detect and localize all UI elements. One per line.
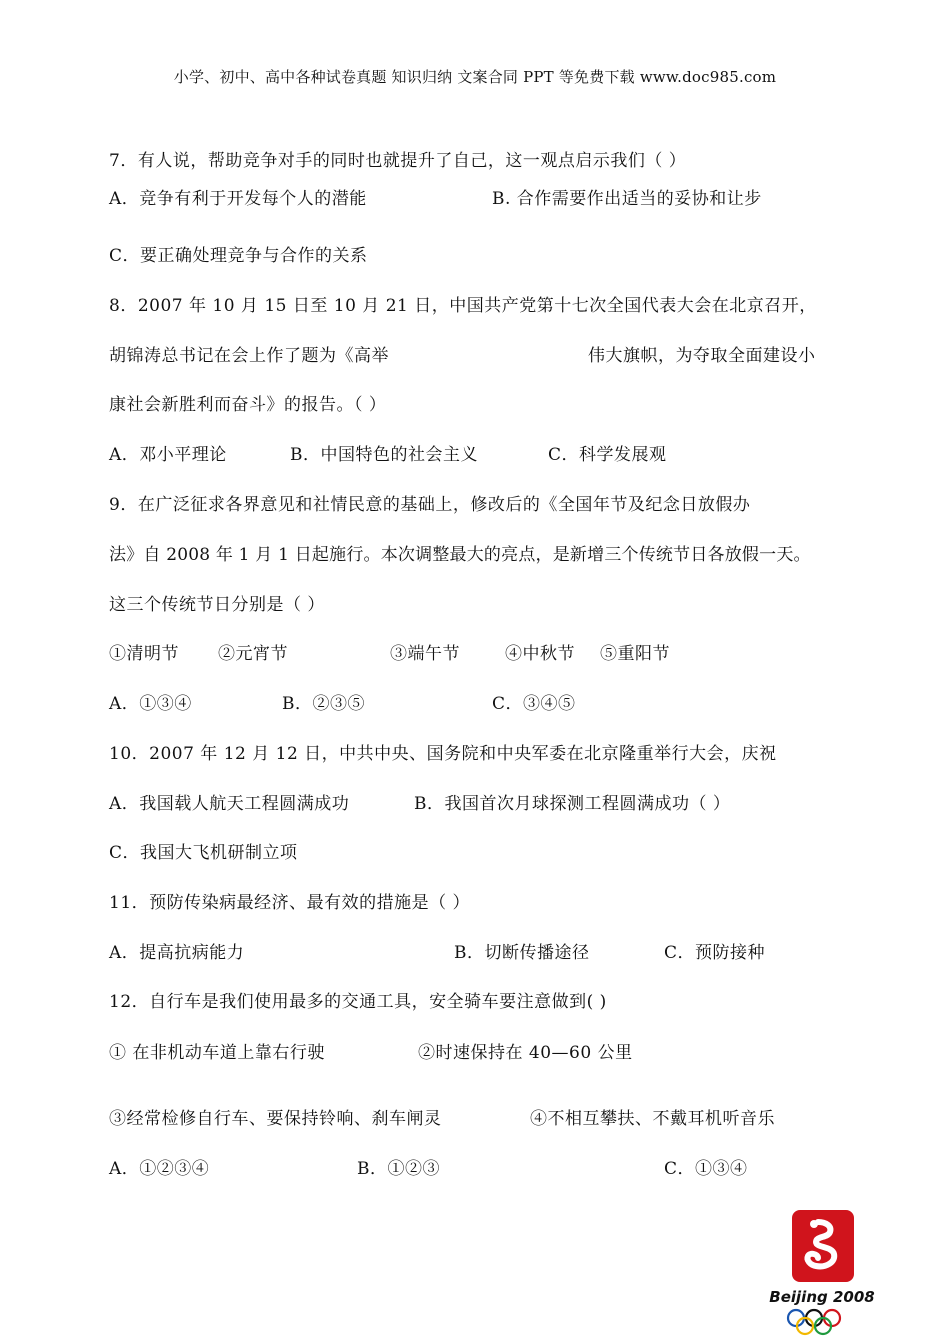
q12-choice-4: ④不相互攀扶、不戴耳机听音乐 <box>530 1109 775 1129</box>
q7-stem: 7．有人说，帮助竞争对手的同时也就提升了自己，这一观点启示我们（ ） <box>109 151 687 171</box>
q9-choice-2: ②元宵节 <box>218 644 288 664</box>
q9-option-b: B．②③⑤ <box>282 694 365 714</box>
q8-stem-line3: 康社会新胜利而奋斗》的报告。（ ） <box>109 395 387 415</box>
q9-stem-line1: 9．在广泛征求各界意见和社情民意的基础上，修改后的《全国年节及纪念日放假办 <box>109 495 751 515</box>
q9-option-c: C．③④⑤ <box>492 694 576 714</box>
q8-stem-line1: 8．2007 年 10 月 15 日至 10 月 21 日，中国共产党第十七次全国代表大会在北京召开， <box>109 296 817 316</box>
q9-choice-3: ③端午节 <box>390 644 460 664</box>
q8-stem-line2a: 胡锦涛总书记在会上作了题为《高举 <box>109 346 389 366</box>
q12-choice-3: ③经常检修自行车、要保持铃响、刹车闸灵 <box>109 1109 442 1129</box>
page-header: 小学、初中、高中各种试卷真题 知识归纳 文案合同 PPT 等免费下载 www.doc985.com <box>173 68 777 86</box>
q8-option-c: C．科学发展观 <box>548 445 667 465</box>
q11-option-a: A．提高抗病能力 <box>109 943 245 963</box>
q8-option-a: A．邓小平理论 <box>109 445 227 465</box>
q12-option-c: C．①③④ <box>664 1159 748 1179</box>
q12-option-b: B．①②③ <box>357 1159 440 1179</box>
q10-option-a: A．我国载人航天工程圆满成功 <box>109 794 350 814</box>
beijing-2008-logo <box>769 1206 875 1336</box>
q11-stem: 11．预防传染病最经济、最有效的措施是（ ） <box>109 893 471 913</box>
q9-choice-5: ⑤重阳节 <box>600 644 670 664</box>
q10-option-c: C．我国大飞机研制立项 <box>109 843 298 863</box>
q11-option-c: C．预防接种 <box>664 943 766 963</box>
q12-stem: 12．自行车是我们使用最多的交通工具，安全骑车要注意做到( ) <box>109 992 607 1012</box>
q12-choice-1: ① 在非机动车道上靠右行驶 <box>109 1043 325 1063</box>
q7-option-c: C．要正确处理竞争与合作的关系 <box>109 246 368 266</box>
logo-wordmark: Beijing 2008 <box>769 1288 875 1306</box>
q8-stem-line2b: 伟大旗帜，为夺取全面建设小 <box>588 346 816 366</box>
q9-choice-1: ①清明节 <box>109 644 179 664</box>
q8-option-b: B．中国特色的社会主义 <box>290 445 478 465</box>
q9-stem-line2: 法》自 2008 年 1 月 1 日起施行。本次调整最大的亮点，是新增三个传统节日各放假一天。 <box>109 545 811 565</box>
figure-head-icon <box>810 1220 818 1228</box>
beijing-2008-emblem-icon <box>769 1206 875 1336</box>
q9-option-a: A．①③④ <box>109 694 192 714</box>
q9-stem-line3: 这三个传统节日分别是（ ） <box>109 595 325 615</box>
q7-option-b: B. 合作需要作出适当的妥协和让步 <box>492 189 762 209</box>
q10-option-b: B．我国首次月球探测工程圆满成功（ ） <box>414 794 731 814</box>
q11-option-b: B．切断传播途径 <box>454 943 590 963</box>
q10-stem: 10．2007 年 12 月 12 日，中共中央、国务院和中央军委在北京隆重举行大会，庆祝 <box>109 744 777 764</box>
q7-option-a: A．竞争有利于开发每个人的潜能 <box>109 189 367 209</box>
q12-option-a: A．①②③④ <box>109 1159 210 1179</box>
q12-choice-2: ②时速保持在 40—60 公里 <box>418 1043 633 1063</box>
q9-choice-4: ④中秋节 <box>505 644 575 664</box>
